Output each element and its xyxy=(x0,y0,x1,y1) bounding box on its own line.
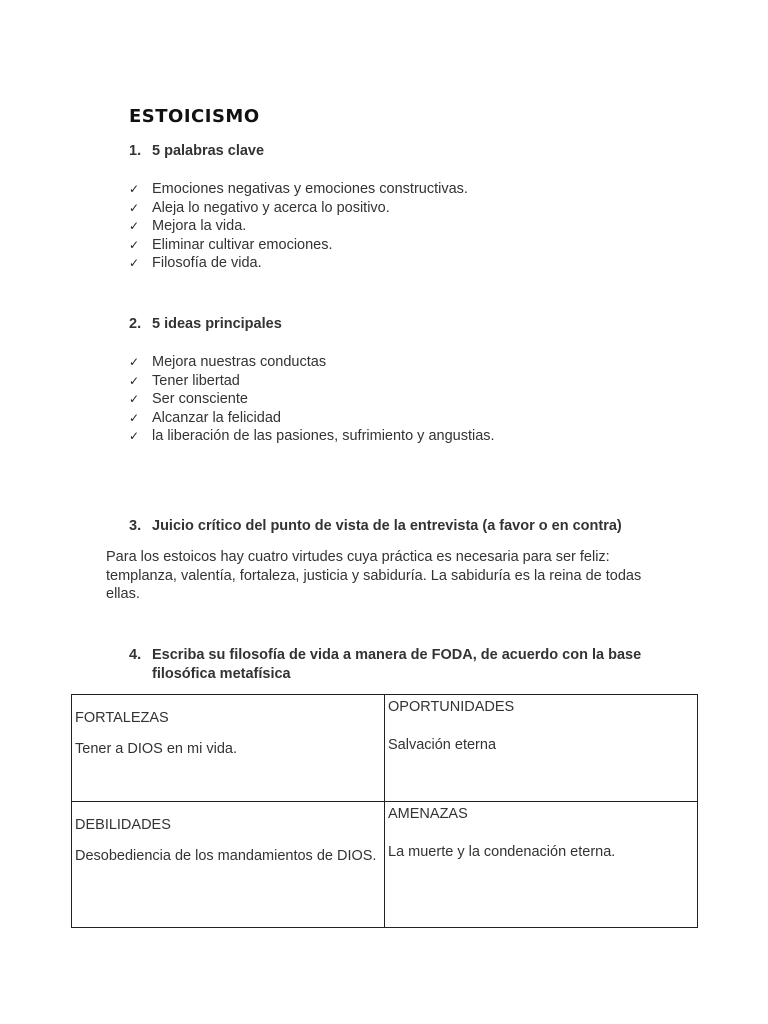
keywords-list xyxy=(129,180,468,273)
table-row xyxy=(72,802,698,928)
checkmark-icon: ✓ xyxy=(129,256,140,270)
checkmark-icon: ✓ xyxy=(129,219,140,233)
section-1-title: 5 palabras clave xyxy=(152,143,265,159)
list-item: ✓ Filosofía de vida. xyxy=(129,255,262,271)
oportunidades-cell xyxy=(385,695,698,802)
list-item: ✓ Alcanzar la felicidad xyxy=(129,409,281,426)
section-1-heading xyxy=(129,143,264,159)
checkmark-icon: ✓ xyxy=(129,392,140,406)
checkmark-icon: ✓ xyxy=(129,237,140,252)
amenazas-text: La muerte y la condenación eterna. xyxy=(388,843,616,860)
checkmark-icon: ✓ xyxy=(129,373,140,388)
list-item: ✓ Ser consciente xyxy=(129,391,248,407)
section-4-number: 4. xyxy=(129,647,142,663)
fortalezas-text: Tener a DIOS en mi vida. xyxy=(75,740,237,757)
debilidades-label: DEBILIDADES xyxy=(75,817,171,834)
section-3-number: 3. xyxy=(129,518,142,534)
fortalezas-label: FORTALEZAS xyxy=(75,710,169,726)
list-item: ✓ Eliminar cultivar emociones. xyxy=(129,236,333,253)
oportunidades-text: Salvación eterna xyxy=(388,736,497,753)
ideas-list xyxy=(129,353,495,446)
section-3-heading xyxy=(129,518,622,534)
section-1-number: 1. xyxy=(129,143,142,159)
list-item: ✓ la liberación de las pasiones, sufrimiento y angustias. xyxy=(129,428,495,444)
amenazas-cell xyxy=(385,802,698,928)
amenazas-label: AMENAZAS xyxy=(388,806,468,823)
section-4-title: Escriba su filosofía de vida a manera de FODA, de acuerdo con la base filosófica metafísica xyxy=(152,647,642,682)
checkmark-icon: ✓ xyxy=(129,355,140,369)
document-title: ESTOICISMO xyxy=(129,106,260,127)
section-4-heading xyxy=(129,646,649,683)
list-item: ✓ Emociones negativas y emociones constructivas. xyxy=(129,181,468,197)
foda-table xyxy=(71,694,698,928)
oportunidades-label: OPORTUNIDADES xyxy=(388,699,515,715)
list-item: ✓ Tener libertad xyxy=(129,372,240,389)
section-2-title: 5 ideas principales xyxy=(152,316,282,332)
section-3-title: Juicio crítico del punto de vista de la entrevista (a favor o en contra) xyxy=(152,518,622,534)
fortalezas-cell xyxy=(72,695,385,802)
table-row xyxy=(72,695,698,802)
list-item: ✓ Mejora la vida. xyxy=(129,218,247,234)
list-item: ✓ Mejora nuestras conductas xyxy=(129,354,327,370)
checkmark-icon: ✓ xyxy=(129,410,140,425)
section-2-heading xyxy=(129,316,282,332)
checkmark-icon: ✓ xyxy=(129,182,140,196)
section-2-number: 2. xyxy=(129,316,142,332)
checkmark-icon: ✓ xyxy=(129,429,140,443)
debilidades-cell xyxy=(72,802,385,928)
debilidades-text: Desobediencia de los mandamientos de DIOS. xyxy=(75,847,377,864)
list-item: ✓ Aleja lo negativo y acerca lo positivo. xyxy=(129,199,390,216)
section-3-paragraph: Para los estoicos hay cuatro virtudes cuya práctica es necesaria para ser feliz: templanza, valentía, fortaleza, justicia y sabiduría. La sabiduría es la reina de todas ellas. xyxy=(106,549,642,602)
checkmark-icon: ✓ xyxy=(129,200,140,215)
